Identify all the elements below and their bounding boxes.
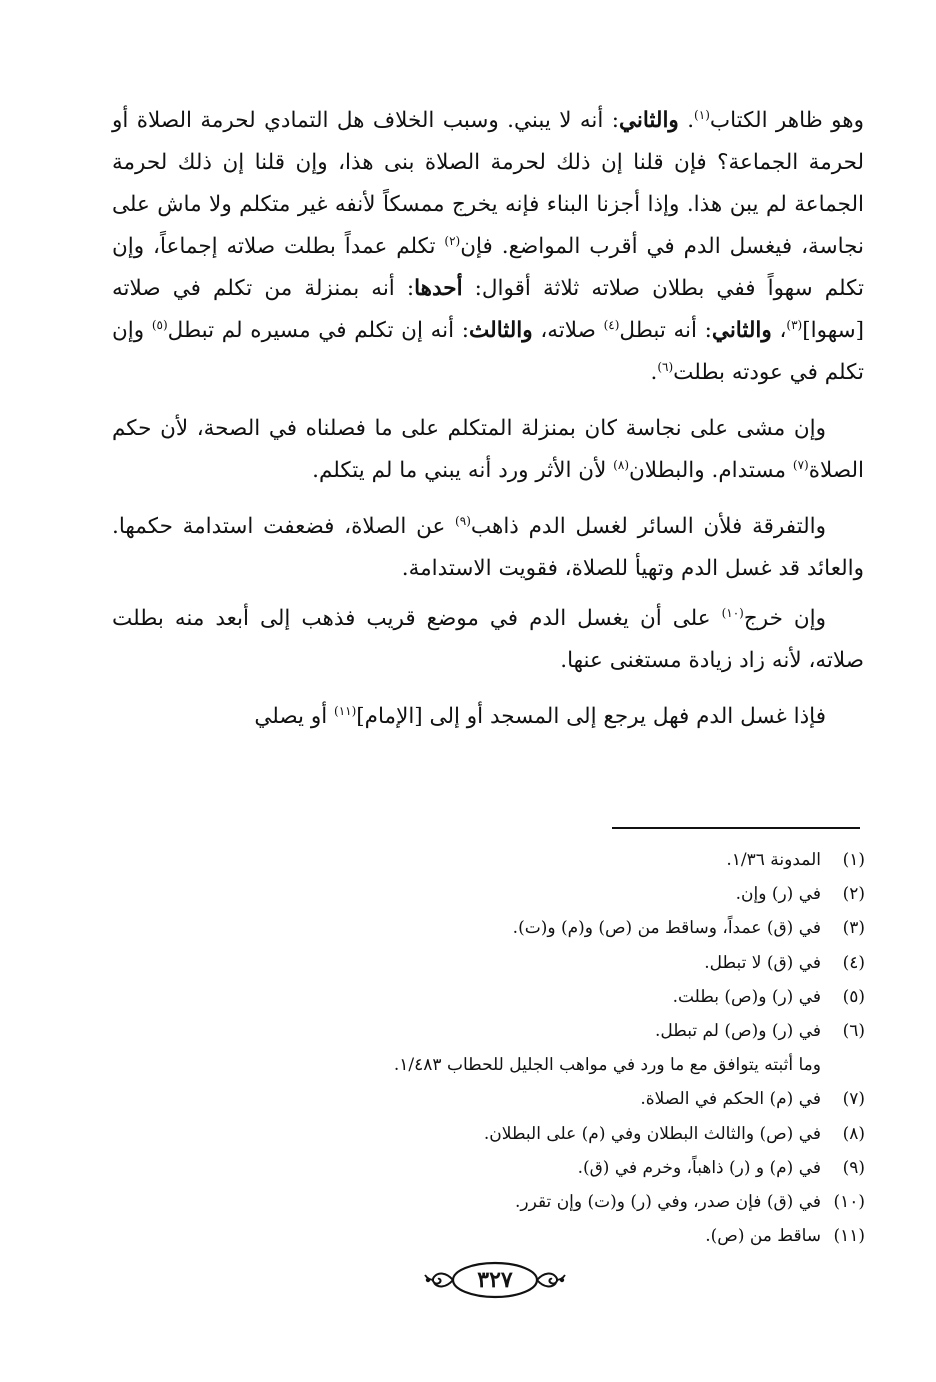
paragraph-3 xyxy=(112,506,864,590)
text-run: . xyxy=(650,360,658,385)
footnote-ref-3[interactable]: (٣) xyxy=(786,317,803,332)
footnote-ref-7[interactable]: (٧) xyxy=(792,457,809,472)
page-number: ٣٢٧ xyxy=(477,1267,513,1293)
footnote-text: في (ق) فإن صدر، وفي (ر) و(ت) وإن تقرر. xyxy=(514,1192,821,1213)
footnote-6 xyxy=(240,1014,865,1048)
text-run: لأن الأثر ورد أنه يبني ما لم يتكلم. xyxy=(312,458,614,483)
footnote-ref-2[interactable]: (٢) xyxy=(444,233,461,248)
footnote-number: (٤) xyxy=(842,952,865,973)
footnote-text: في (ر) و(ص) بطلت. xyxy=(672,986,821,1007)
footnote-number: (١) xyxy=(842,850,865,870)
paragraph-1 xyxy=(112,100,864,394)
footnote-separator xyxy=(612,827,860,829)
footnote-text: في (ر) و(ص) لم تبطل. xyxy=(655,1021,821,1042)
footnote-ref-1[interactable]: (١) xyxy=(694,107,710,122)
text-run: وإن تكلم في عودته بطلت xyxy=(112,318,864,385)
footnote-ref-4[interactable]: (٤) xyxy=(603,317,620,332)
page-number-ornament xyxy=(420,1254,570,1306)
footnote-text: في (ق) لا تبطل. xyxy=(704,952,821,973)
footnote-11 xyxy=(240,1219,865,1253)
footnote-10 xyxy=(240,1185,865,1219)
footnote-number: (٦) xyxy=(842,1021,865,1042)
footnote-number: (٨) xyxy=(842,1123,865,1144)
footnote-number: (٣) xyxy=(842,918,865,939)
text-run: : أنه إن تكلم في مسيره لم تبطل xyxy=(167,318,470,343)
footnote-8 xyxy=(240,1117,865,1151)
bold-term: والثالث xyxy=(469,318,533,343)
footnote-4 xyxy=(240,946,865,980)
footnote-number: (٢) xyxy=(842,884,865,905)
bold-term: أحدها xyxy=(414,276,463,301)
footnote-text: وما أثبته يتوافق مع ما ورد في مواهب الجليل للحطاب ١/٤٨٣. xyxy=(393,1055,821,1076)
footnote-number: (٧) xyxy=(842,1089,865,1110)
text-run: فإذا غسل الدم فهل يرجع إلى المسجد أو إلى [الإمام] xyxy=(356,704,826,729)
footnote-number: (٩) xyxy=(842,1157,865,1178)
footnote-text: في (ر) وإن. xyxy=(735,884,821,905)
text-run: وهو ظاهر الكتاب xyxy=(709,108,864,133)
paragraph-2 xyxy=(112,408,864,492)
text-run: تكلم عمداً بطلت صلاته إجماعاً، وإن تكلم سهواً ففي بطلان صلاته ثلاثة أقوال: xyxy=(112,234,864,301)
text-run: : أنه لا يبني. وسبب الخلاف هل التمادي لحرمة الصلاة أو لحرمة الجماعة؟ فإن قلنا إن ذلك لحرمة الصلاة بنى هذا، وإن قلنا إن ذلك لحرمة الجماعة لم يبن هذا. وإذا أجزنا البناء فإنه يخرج ممسكاً لأنفه غير متكلم ولا ماش على نجاسة، فيغسل الدم في أقرب المواضع. فإن xyxy=(112,108,864,259)
text-run: : أنه بمنزلة من تكلم في صلاته [سهوا] xyxy=(112,276,865,343)
footnote-number: (١٠) xyxy=(833,1192,865,1213)
footnote-2 xyxy=(240,877,865,911)
footnote-text: المدونة ١/٣٦. xyxy=(726,850,821,870)
footnote-ref-8[interactable]: (٨) xyxy=(613,457,629,472)
footnote-5 xyxy=(240,980,865,1014)
footnote-9 xyxy=(240,1151,865,1185)
footnote-ref-5[interactable]: (٥) xyxy=(151,317,168,332)
footnote-number: (١١) xyxy=(833,1226,865,1247)
text-run: مستدام. والبطلان xyxy=(629,458,793,483)
text-run: . xyxy=(678,108,695,133)
text-run: ، xyxy=(771,318,787,343)
footnote-ref-9[interactable]: (٩) xyxy=(455,513,471,528)
footnote-text: في (م) و (ر) ذاهباً، وخرم في (ق). xyxy=(577,1157,821,1178)
footnote-text: في (م) الحكم في الصلاة. xyxy=(640,1089,821,1110)
bold-term: والثاني xyxy=(711,318,772,343)
text-run: وإن مشى على نجاسة كان بمنزلة المتكلم على ما فصلناه في الصحة، لأن حكم الصلاة xyxy=(112,416,864,483)
text-run: وإن خرج xyxy=(743,606,826,631)
footnote-text: ساقط من (ص). xyxy=(705,1226,821,1247)
footnote-ref-11[interactable]: (١١) xyxy=(334,703,357,718)
paragraph-4 xyxy=(112,598,864,682)
text-run: أو يصلي xyxy=(254,704,335,729)
footnote-3 xyxy=(240,911,865,945)
footnote-number: (٥) xyxy=(842,986,865,1007)
text-run: والتفرقة فلأن السائر لغسل الدم ذاهب xyxy=(470,514,827,539)
paragraph-5 xyxy=(112,696,864,738)
text-run: : أنه تبطل xyxy=(619,318,712,343)
footnotes xyxy=(240,843,865,1253)
bold-term: والثاني xyxy=(618,108,679,133)
footnote-text: في (ق) عمداً، وساقط من (ص) و(م) و(ت). xyxy=(512,918,821,939)
main-text xyxy=(112,100,864,752)
text-run: عن الصلاة، فضعفت استدامة حكمها. والعائد قد غسل الدم وتهيأ للصلاة، فقويت الاستدامة. xyxy=(112,514,864,581)
footnote-1 xyxy=(240,843,865,877)
footnote-ref-10[interactable]: (١٠) xyxy=(721,605,744,620)
text-run: صلاته، xyxy=(532,318,604,343)
footnote-ref-6[interactable]: (٦) xyxy=(657,359,674,374)
footnote-7 xyxy=(240,1082,865,1116)
text-run: على أن يغسل الدم في موضع قريب فذهب إلى أبعد منه بطلت صلاته، لأنه زاد زيادة مستغنى عنها. xyxy=(112,606,864,673)
footnote-6-continuation xyxy=(240,1048,865,1082)
footnote-text: في (ص) والثالث البطلان وفي (م) على البطلان. xyxy=(483,1123,821,1144)
